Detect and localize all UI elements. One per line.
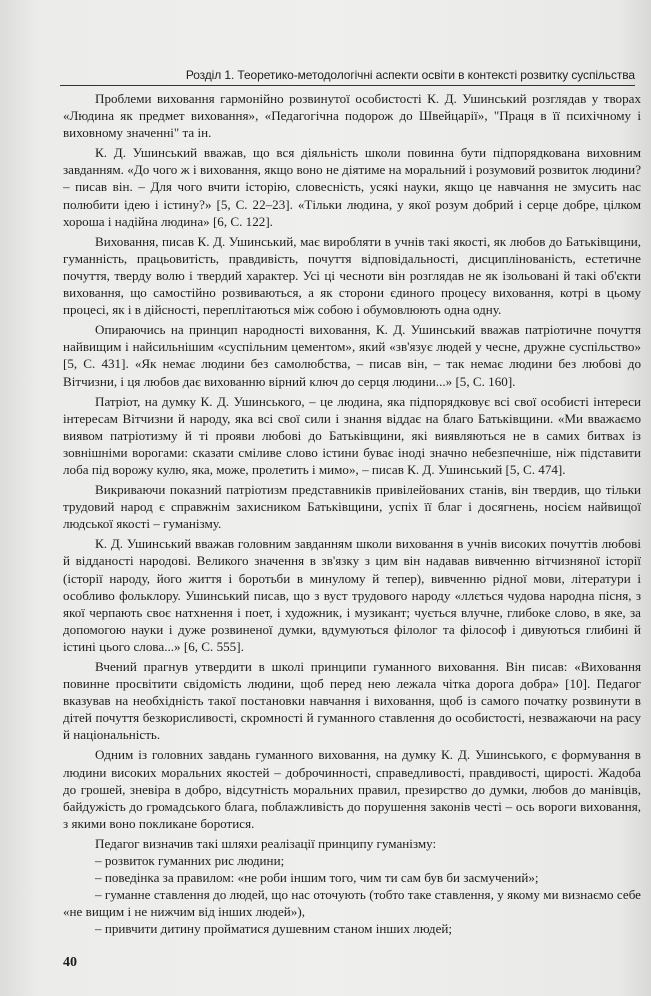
list-item: – привчити дитину пройматися душевним станом інших людей; (95, 921, 453, 937)
paragraph: Викриваючи показний патріотизм представників привілейованих станів, він твердив, що тільки трудовий народ є справжнім захисником Батьківщини, успіх її благ і досягнень, носієм найвищої людської якості – гуманізму. (63, 482, 641, 532)
paragraph: К. Д. Ушинський вважав, що вся діяльність школи повинна бути підпорядкована виховним завданням. «До чого ж і виховання, якщо воно не діятиме на моральний і розумовий розвиток людини? – писав він. – Для чого вчити історію, словесність, усякі науки, якщо це навчання не змусить нас полюбити ідею і істину?» [5, С. 22–23]. «Тільки людина, у якої розум добрий і серце добре, цілком хороша і надійна людина» [6, С. 122]. (63, 145, 641, 229)
running-header: Розділ 1. Теоретико-методологічні аспекти освіти в контексті розвитку суспільства (60, 68, 635, 86)
paragraph: Проблеми виховання гармонійно розвинутої особистості К. Д. Ушинський розглядав у творах «Людина як предмет виховання», «Педагогічна подорож до Швейцарії», "Праця в її психічному і виховному значенні" та ін. (63, 91, 641, 141)
paragraph: Педагог визначив такі шляхи реалізації принципу гуманізму: (95, 835, 437, 851)
paragraph: К. Д. Ушинський вважав головним завданням школи виховання в учнів високих почуттів любові й відданості народові. Великого значення в зв'язку з цим він надавав вивченню вітчизняної історії (історії народу, його життя і боротьби в минулому й тепер), вивченню рідної мови, літератури і особливо фольклору. Ушинський писав, що з вуст трудового народу «ллється чудова народна пісня, з якої черпають своє натхнення і поет, і художник, і музикант; чується влучне, глибоке слово, в яке, за допомогою науки і дуже розвиненої думки, вдумуються філолог та філософ і дивуються глибині й істині цього слова...» [6, С. 555]. (63, 536, 641, 654)
paragraph: Вчений прагнув утвердити в школі принципи гуманного виховання. Він писав: «Виховання повинне просвітити свідомість людини, щоб перед нею лежала чітка дорога добра» [10]. Педагог вказував на необхідність такої постановки навчання і виховання, щоб із самого початку розвинути в дітей почуття безкорисливості, скромності й гуманного ставлення до особистості, незважаючи на расу й національність. (63, 659, 641, 743)
list-item: – поведінка за правилом: «не роби іншим того, чим ти сам був би засмучений»; (95, 870, 539, 886)
paragraph: Опираючись на принцип народності виховання, К. Д. Ушинський вважав патріотичне почуття найвищим і найсильнішим «суспільним цементом», який «зв'язує людей у чесне, дружне суспільство» [5, С. 431]. «Як немає людини без самолюбства, – писав він, – так немає людини без любові до Вітчизни, і ця любов дає вихованню вірний ключ до серця людини...» [5, С. 160]. (63, 322, 641, 389)
page-number: 40 (63, 955, 77, 970)
list-item: – розвиток гуманних рис людини; (95, 853, 285, 869)
paragraph: Одним із головних завдань гуманного виховання, на думку К. Д. Ушинського, є формування в людини високих моральних якостей – доброчинності, справедливості, правдивості, щирості. Жадоба до грошей, зневіра в добро, відсутність моральних правил, презирство до думки, любов до манівців, байдужість до громадського блага, поблажливість до порушення законів честі – ось вороги виховання, з якими воно покликане боротися. (63, 747, 641, 831)
list-item: – гуманне ставлення до людей, що нас оточують (тобто таке ставлення, у якому ми визнаємо себе «не вищим і не нижчим від інших людей»), (63, 887, 641, 920)
body-text (63, 90, 641, 938)
paragraph: Виховання, писав К. Д. Ушинський, має виробляти в учнів такі якості, як любов до Батьківщини, гуманність, працьовитість, правдивість, почуття відповідальності, дисциплінованість, естетичне почуття, тверду волю і твердий характер. Усі ці чесноти він розглядав не як ізольовані й такі об'єкти виховання, що самостійно розвиваються, а як сторони єдиного процесу виховання, котрі в цьому процесі, як і в дійсності, переплітаються між собою і обумовлюють одна одну. (63, 233, 641, 318)
paragraph: Патріот, на думку К. Д. Ушинського, – це людина, яка підпорядковує всі свої особисті інтереси інтересам Вітчизни й народу, яка всі свої сили і знання віддає на благо Батьківщини. «Ми вважаємо виявом патріотизму й ті прояви любові до Батьківщини, які виявляються не в самих битвах із зовнішніми ворогами: сказати сміливе слово істини буває іноді значно небезпечніше, ніж підставити лоба під ворожу кулю, яка, може, пролетить і мимо», – писав К. Д. Ушинський [5, С. 474]. (63, 393, 641, 477)
